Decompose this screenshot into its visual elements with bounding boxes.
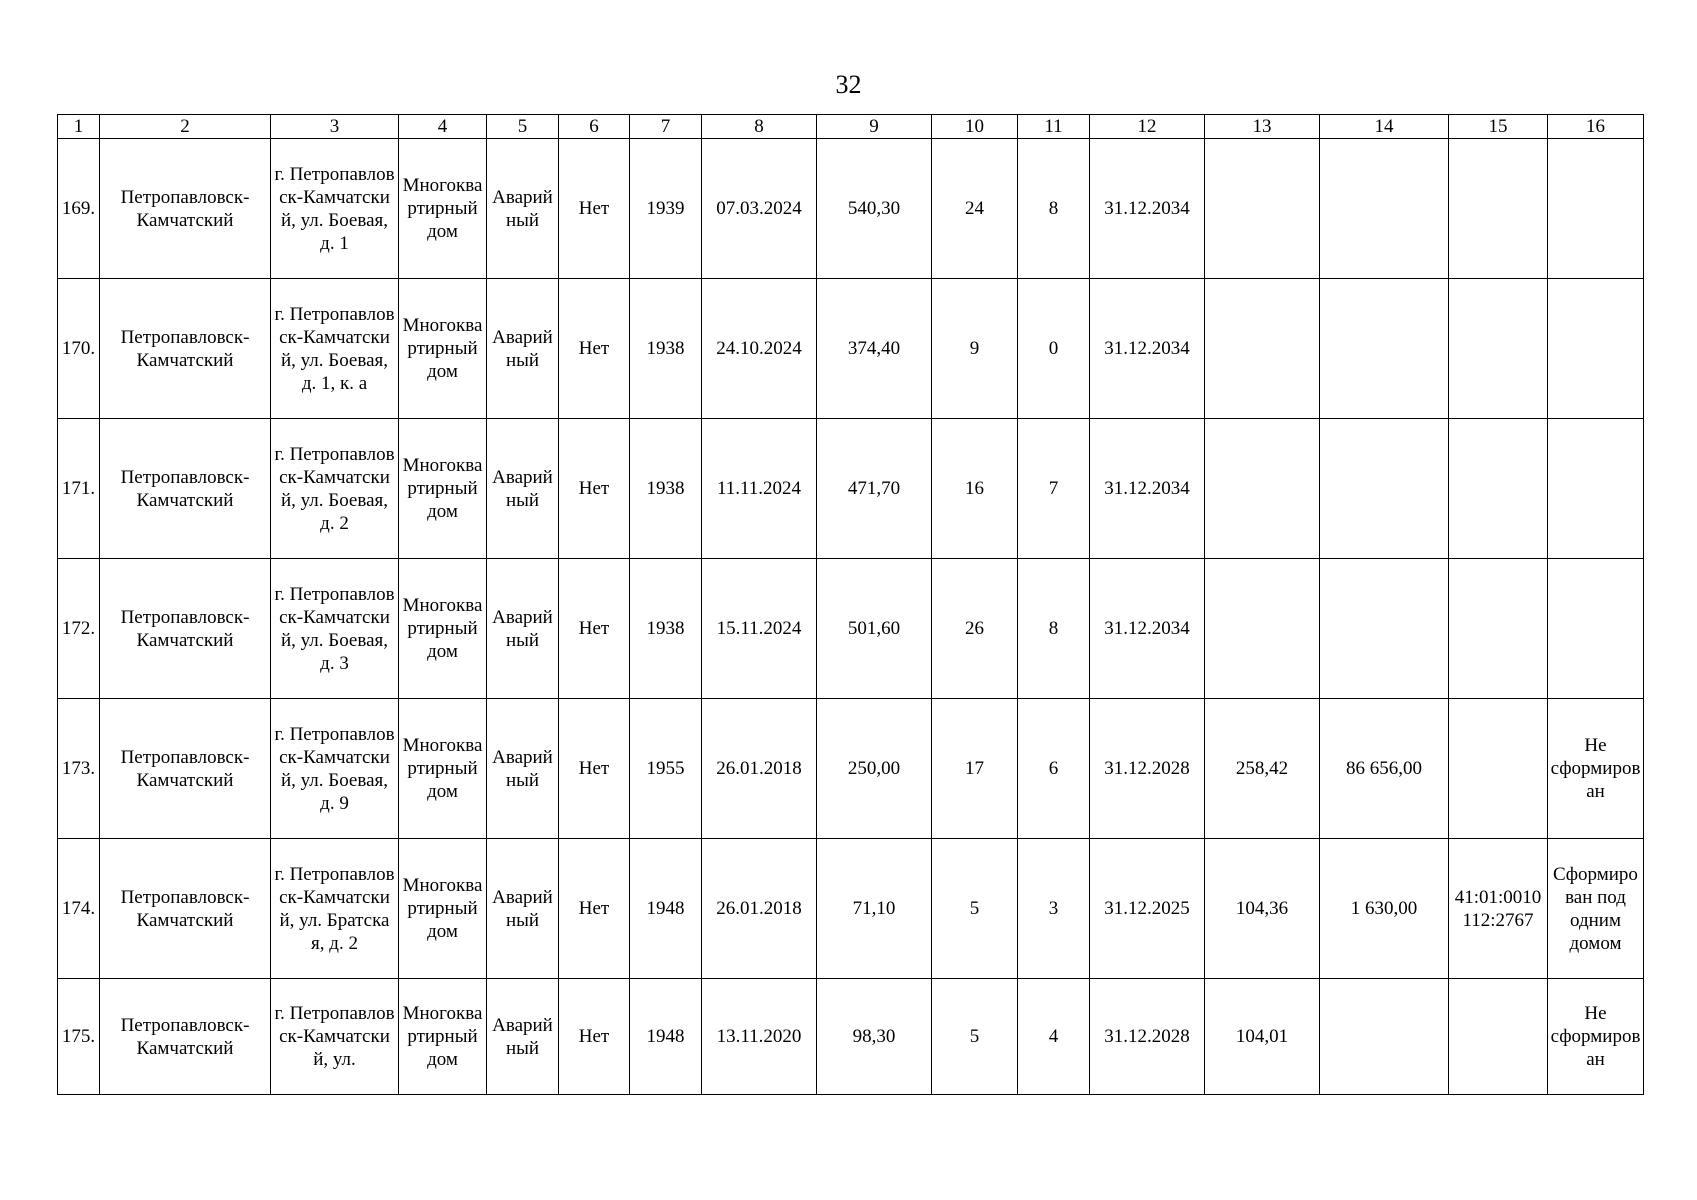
deadline-cell: 31.12.2034 — [1090, 139, 1205, 279]
table-row — [58, 279, 1644, 419]
municipality-cell: Петропавловск-Камчатский — [100, 699, 271, 839]
column-11-cell: 6 — [1018, 699, 1090, 839]
column-6-cell: Нет — [559, 979, 630, 1095]
column-header: 15 — [1449, 115, 1548, 139]
building-type-cell: Многоквартирный дом — [399, 699, 487, 839]
condition-cell: Аварийный — [487, 559, 559, 699]
column-13-cell: 104,36 — [1205, 839, 1320, 979]
municipality-cell: Петропавловск-Камчатский — [100, 419, 271, 559]
address-cell: г. Петропавловск-Камчатский, ул. Боевая, д. 1, к. а — [271, 279, 399, 419]
column-6-cell: Нет — [559, 699, 630, 839]
column-13-cell — [1205, 139, 1320, 279]
column-14-cell — [1320, 279, 1449, 419]
deadline-cell: 31.12.2028 — [1090, 979, 1205, 1095]
column-14-cell — [1320, 139, 1449, 279]
year-cell: 1938 — [630, 559, 702, 699]
column-header: 3 — [271, 115, 399, 139]
municipality-cell: Петропавловск-Камчатский — [100, 979, 271, 1095]
row-number: 171. — [58, 419, 100, 559]
column-14-cell — [1320, 419, 1449, 559]
column-number-row — [58, 115, 1644, 139]
land-plot-status-cell — [1548, 279, 1644, 419]
cadastral-number-cell — [1449, 559, 1548, 699]
address-cell: г. Петропавловск-Камчатский, ул. Боевая, д. 9 — [271, 699, 399, 839]
condition-cell: Аварийный — [487, 139, 559, 279]
deadline-cell: 31.12.2034 — [1090, 559, 1205, 699]
deadline-cell: 31.12.2034 — [1090, 279, 1205, 419]
page-number: 32 — [835, 70, 862, 99]
address-cell: г. Петропавловск-Камчатский, ул. Боевая, д. 2 — [271, 419, 399, 559]
column-11-cell: 4 — [1018, 979, 1090, 1095]
condition-cell: Аварийный — [487, 279, 559, 419]
building-type-cell: Многоквартирный дом — [399, 559, 487, 699]
column-header: 6 — [559, 115, 630, 139]
date-cell: 11.11.2024 — [702, 419, 817, 559]
cadastral-number-cell — [1449, 699, 1548, 839]
date-cell: 07.03.2024 — [702, 139, 817, 279]
municipality-cell: Петропавловск-Камчатский — [100, 839, 271, 979]
date-cell: 26.01.2018 — [702, 699, 817, 839]
row-number: 169. — [58, 139, 100, 279]
date-cell: 13.11.2020 — [702, 979, 817, 1095]
cadastral-number-cell — [1449, 419, 1548, 559]
column-header: 10 — [932, 115, 1018, 139]
housing-registry-table — [57, 114, 1644, 1095]
deadline-cell: 31.12.2025 — [1090, 839, 1205, 979]
cadastral-number-cell — [1449, 139, 1548, 279]
column-10-cell: 16 — [932, 419, 1018, 559]
land-plot-status-cell — [1548, 419, 1644, 559]
area-cell: 540,30 — [817, 139, 932, 279]
row-number: 174. — [58, 839, 100, 979]
building-type-cell: Многоквартирный дом — [399, 139, 487, 279]
row-number: 170. — [58, 279, 100, 419]
deadline-cell: 31.12.2034 — [1090, 419, 1205, 559]
condition-cell: Аварийный — [487, 419, 559, 559]
deadline-cell: 31.12.2028 — [1090, 699, 1205, 839]
column-header: 13 — [1205, 115, 1320, 139]
column-14-cell — [1320, 559, 1449, 699]
land-plot-status-cell — [1548, 559, 1644, 699]
area-cell: 471,70 — [817, 419, 932, 559]
address-cell: г. Петропавловск-Камчатский, ул. Боевая, д. 1 — [271, 139, 399, 279]
column-10-cell: 9 — [932, 279, 1018, 419]
year-cell: 1948 — [630, 979, 702, 1095]
address-cell: г. Петропавловск-Камчатский, ул. — [271, 979, 399, 1095]
table-row — [58, 839, 1644, 979]
area-cell: 501,60 — [817, 559, 932, 699]
date-cell: 15.11.2024 — [702, 559, 817, 699]
column-14-cell: 86 656,00 — [1320, 699, 1449, 839]
column-10-cell: 5 — [932, 979, 1018, 1095]
column-6-cell: Нет — [559, 559, 630, 699]
column-11-cell: 8 — [1018, 139, 1090, 279]
column-11-cell: 7 — [1018, 419, 1090, 559]
column-13-cell — [1205, 559, 1320, 699]
cadastral-number-cell: 41:01:0010112:2767 — [1449, 839, 1548, 979]
column-header: 7 — [630, 115, 702, 139]
column-6-cell: Нет — [559, 139, 630, 279]
building-type-cell: Многоквартирный дом — [399, 279, 487, 419]
land-plot-status-cell: Не сформирован — [1548, 979, 1644, 1095]
table-row — [58, 559, 1644, 699]
table-body — [58, 139, 1644, 1095]
column-11-cell: 3 — [1018, 839, 1090, 979]
area-cell: 374,40 — [817, 279, 932, 419]
column-header: 8 — [702, 115, 817, 139]
column-10-cell: 17 — [932, 699, 1018, 839]
column-header: 14 — [1320, 115, 1449, 139]
condition-cell: Аварийный — [487, 699, 559, 839]
column-14-cell — [1320, 979, 1449, 1095]
table-row — [58, 139, 1644, 279]
year-cell: 1955 — [630, 699, 702, 839]
row-number: 173. — [58, 699, 100, 839]
column-header: 1 — [58, 115, 100, 139]
date-cell: 24.10.2024 — [702, 279, 817, 419]
column-10-cell: 26 — [932, 559, 1018, 699]
land-plot-status-cell: Сформирован под одним домом — [1548, 839, 1644, 979]
condition-cell: Аварийный — [487, 979, 559, 1095]
column-13-cell — [1205, 419, 1320, 559]
column-10-cell: 24 — [932, 139, 1018, 279]
municipality-cell: Петропавловск-Камчатский — [100, 139, 271, 279]
table-row — [58, 699, 1644, 839]
building-type-cell: Многоквартирный дом — [399, 979, 487, 1095]
date-cell: 26.01.2018 — [702, 839, 817, 979]
land-plot-status-cell: Не сформирован — [1548, 699, 1644, 839]
municipality-cell: Петропавловск-Камчатский — [100, 279, 271, 419]
column-6-cell: Нет — [559, 419, 630, 559]
column-6-cell: Нет — [559, 839, 630, 979]
area-cell: 71,10 — [817, 839, 932, 979]
year-cell: 1939 — [630, 139, 702, 279]
column-11-cell: 0 — [1018, 279, 1090, 419]
building-type-cell: Многоквартирный дом — [399, 839, 487, 979]
column-header: 16 — [1548, 115, 1644, 139]
column-13-cell: 258,42 — [1205, 699, 1320, 839]
row-number: 172. — [58, 559, 100, 699]
column-13-cell — [1205, 279, 1320, 419]
column-10-cell: 5 — [932, 839, 1018, 979]
column-6-cell: Нет — [559, 279, 630, 419]
address-cell: г. Петропавловск-Камчатский, ул. Братская, д. 2 — [271, 839, 399, 979]
column-header: 2 — [100, 115, 271, 139]
area-cell: 250,00 — [817, 699, 932, 839]
row-number: 175. — [58, 979, 100, 1095]
column-14-cell: 1 630,00 — [1320, 839, 1449, 979]
column-header: 12 — [1090, 115, 1205, 139]
column-13-cell: 104,01 — [1205, 979, 1320, 1095]
municipality-cell: Петропавловск-Камчатский — [100, 559, 271, 699]
year-cell: 1938 — [630, 279, 702, 419]
column-header: 9 — [817, 115, 932, 139]
column-11-cell: 8 — [1018, 559, 1090, 699]
column-header: 5 — [487, 115, 559, 139]
table-row — [58, 979, 1644, 1095]
land-plot-status-cell — [1548, 139, 1644, 279]
address-cell: г. Петропавловск-Камчатский, ул. Боевая, д. 3 — [271, 559, 399, 699]
area-cell: 98,30 — [817, 979, 932, 1095]
condition-cell: Аварийный — [487, 839, 559, 979]
cadastral-number-cell — [1449, 979, 1548, 1095]
table-row — [58, 419, 1644, 559]
column-header: 11 — [1018, 115, 1090, 139]
year-cell: 1948 — [630, 839, 702, 979]
column-header: 4 — [399, 115, 487, 139]
year-cell: 1938 — [630, 419, 702, 559]
building-type-cell: Многоквартирный дом — [399, 419, 487, 559]
cadastral-number-cell — [1449, 279, 1548, 419]
